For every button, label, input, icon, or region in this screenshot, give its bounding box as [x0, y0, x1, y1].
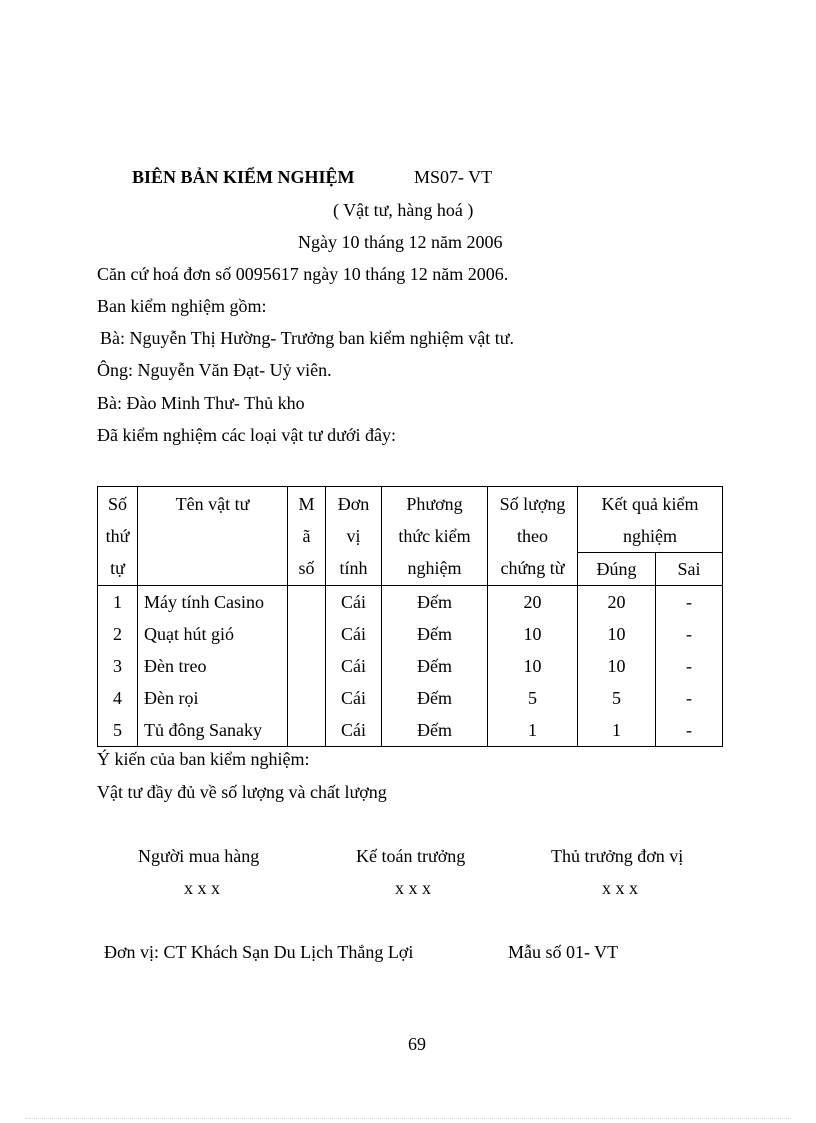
header-code: M ã số — [288, 487, 326, 586]
signature-role-chief-accountant: Kế toán trưởng — [356, 846, 466, 866]
opinion-label: Ý kiến của ban kiểm nghiệm: — [97, 749, 310, 769]
unit-line: Đơn vị: CT Khách Sạn Du Lịch Thắng Lợi — [104, 942, 414, 962]
document-subtitle: ( Vật tư, hàng hoá ) — [333, 200, 474, 220]
header-correct: Đúng — [578, 553, 656, 586]
table-row: 2 Quạt hút gió Cái Đếm 10 10 - — [98, 618, 723, 650]
committee-member-1: Bà: Nguyễn Thị Hường- Trưởng ban kiểm nghiệm vật tư. — [100, 328, 514, 348]
committee-label: Ban kiểm nghiệm gồm: — [97, 296, 267, 316]
header-stt: Số thứ tự — [98, 487, 138, 586]
committee-member-2: Ông: Nguyễn Văn Đạt- Uỷ viên. — [97, 360, 332, 380]
header-result: Kết quả kiểm nghiệm — [578, 487, 723, 553]
page-divider — [25, 1118, 791, 1119]
header-item-name: Tên vật tư — [138, 487, 288, 586]
document-title: BIÊN BẢN KIỂM NGHIỆM — [132, 167, 355, 187]
signature-name-chief-accountant: x x x — [395, 878, 431, 898]
header-wrong: Sai — [656, 553, 723, 586]
signature-role-unit-head: Thủ trưởng đơn vị — [551, 846, 684, 866]
table-row: 1 Máy tính Casino Cái Đếm 20 20 - — [98, 586, 723, 619]
signature-name-unit-head: x x x — [602, 878, 638, 898]
header-method: Phương thức kiểm nghiệm — [382, 487, 488, 586]
opinion-text: Vật tư đầy đủ về số lượng và chất lượng — [97, 782, 387, 802]
table-row: 5 Tủ đông Sanaky Cái Đếm 1 1 - — [98, 714, 723, 747]
form-number: Mẫu số 01- VT — [508, 942, 619, 962]
table-row: 4 Đèn rọi Cái Đếm 5 5 - — [98, 682, 723, 714]
table-header-row — [98, 487, 723, 553]
signature-name-buyer: x x x — [184, 878, 220, 898]
inspection-table — [97, 486, 723, 747]
header-qty: Số lượng theo chứng từ — [488, 487, 578, 586]
basis-line: Căn cứ hoá đơn số 0095617 ngày 10 tháng 12 năm 2006. — [97, 264, 509, 284]
document-date: Ngày 10 tháng 12 năm 2006 — [298, 232, 503, 252]
header-unit: Đơn vị tính — [326, 487, 382, 586]
inspection-statement: Đã kiểm nghiệm các loại vật tư dưới đây: — [97, 425, 396, 445]
form-code: MS07- VT — [414, 167, 493, 187]
page-number: 69 — [408, 1034, 426, 1054]
table-row: 3 Đèn treo Cái Đếm 10 10 - — [98, 650, 723, 682]
signature-role-buyer: Người mua hàng — [138, 846, 260, 866]
committee-member-3: Bà: Đào Minh Thư- Thủ kho — [97, 393, 305, 413]
